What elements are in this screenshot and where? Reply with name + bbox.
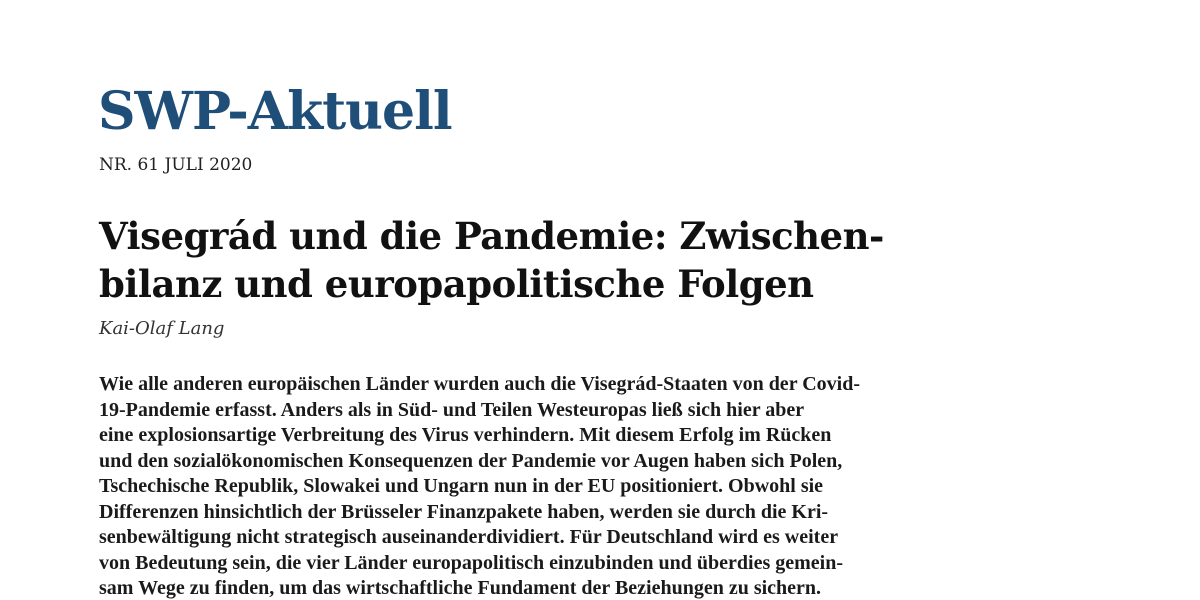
abstract-line: Wie alle anderen europäischen Länder wurden auch die Visegrád-Staaten von der Covid- <box>99 373 860 395</box>
abstract-line: eine explosionsartige Verbreitung des Virus verhindern. Mit diesem Erfolg im Rücken <box>99 424 832 446</box>
abstract-line: und den sozialökonomischen Konsequenzen der Pandemie vor Augen haben sich Polen, <box>99 449 843 472</box>
abstract-line: Tschechische Republik, Slowakei und Ungarn nun in der EU positioniert. Obwohl sie <box>99 475 824 497</box>
article-title-line: bilanz und europapolitische Folgen <box>99 262 814 306</box>
article-title <box>99 212 884 308</box>
issue-info: NR. 61 JULI 2020 <box>99 155 253 175</box>
abstract-line: sam Wege zu finden, um das wirtschaftliche Fundament der Beziehungen zu sichern. <box>99 577 822 599</box>
abstract-line: von Bedeutung sein, die vier Länder europapolitisch einzubinden und überdies gemein- <box>99 551 844 574</box>
series-title: SWP-Aktuell <box>98 81 452 142</box>
abstract-line: Differenzen hinsichtlich der Brüsseler Finanzpakete haben, werden sie durch die Kri- <box>99 500 829 523</box>
abstract-line: 19-Pandemie erfasst. Anders als in Süd- und Teilen Westeuropas ließ sich hier aber <box>99 398 805 421</box>
abstract-paragraph <box>99 372 860 600</box>
article-title-line: Visegrád und die Pandemie: Zwischen- <box>99 214 884 258</box>
author-name: Kai-Olaf Lang <box>99 318 225 339</box>
abstract-line: senbewältigung nicht strategisch auseinanderdividiert. Für Deutschland wird es weiter <box>99 526 839 548</box>
